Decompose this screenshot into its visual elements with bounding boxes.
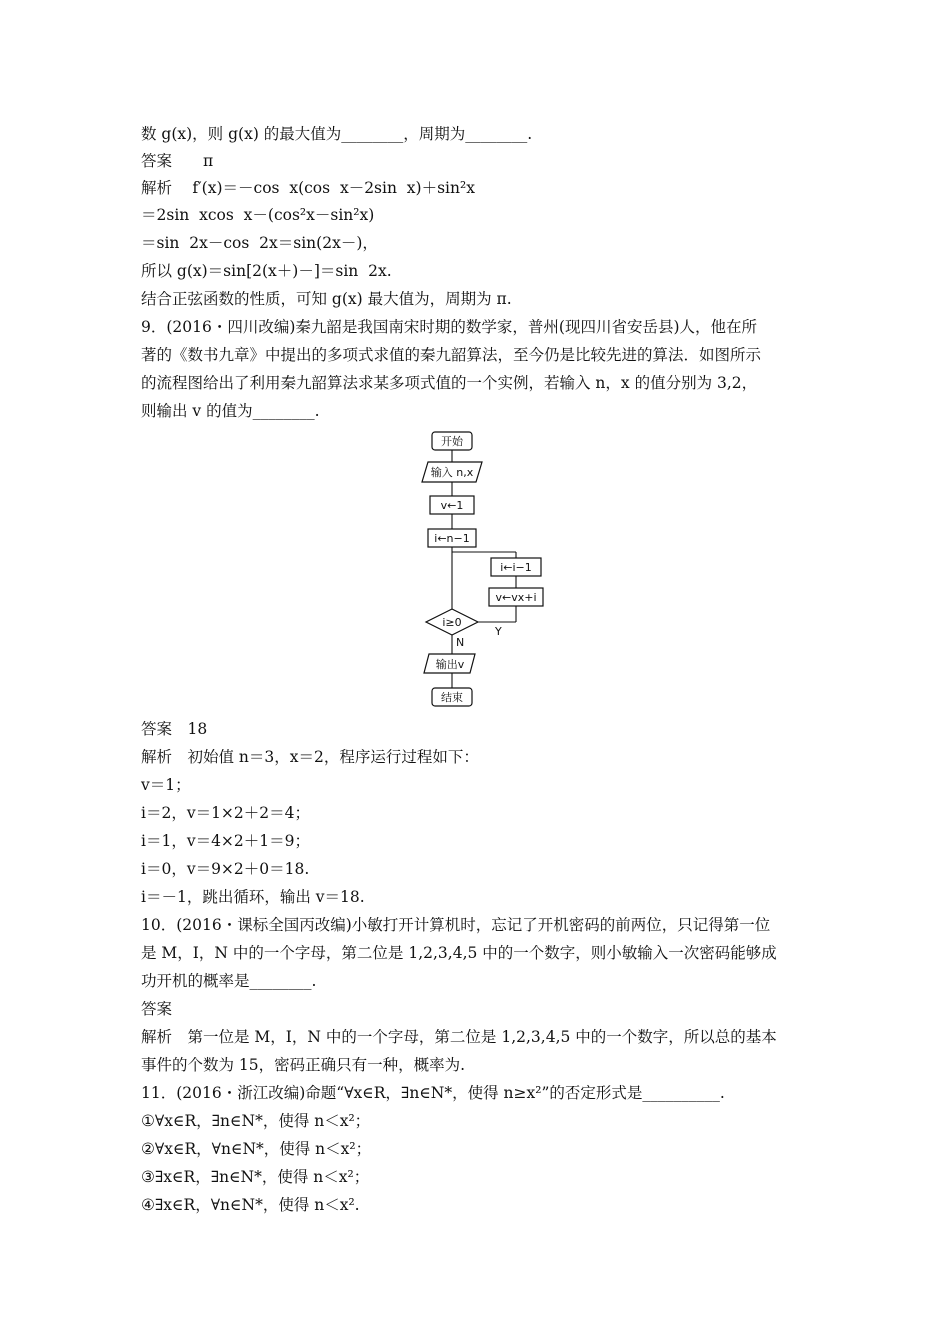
text-line: 数 g(x)，则 g(x) 的最大值为________，周期为________. [141, 125, 533, 143]
flow-update-label: v←vx+i [495, 591, 537, 604]
text-line: 解析 第一位是 M，I，N 中的一个字母，第二位是 1,2,3,4,5 中的一个数字，所以总的基本 [141, 1028, 777, 1046]
text-line: 是 M，I，N 中的一个字母，第二位是 1,2,3,4,5 中的一个数字，则小敏输入一次密码能够成 [141, 944, 777, 962]
flow-end-label: 结束 [441, 691, 463, 704]
text-line: 答案 18 [141, 720, 208, 738]
flow-input-label: 输入 n,x [430, 466, 474, 479]
text-line: 著的《数书九章》中提出的多项式求值的秦九韶算法，至今仍是比较先进的算法．如图所示 [141, 346, 762, 364]
flow-init-i-label: i←n−1 [434, 532, 470, 545]
option-3: ③∃x∈R，∃n∈N*，使得 n＜x²； [141, 1168, 370, 1186]
text-line: 答案 π [141, 152, 214, 170]
option-4: ④∃x∈R，∀n∈N*，使得 n＜x². [141, 1196, 360, 1214]
text-line: 解析 初始值 n＝3，x＝2，程序运行过程如下： [141, 748, 479, 766]
text-line: i＝1，v＝4×2＋1＝9； [141, 832, 311, 850]
flowchart [420, 428, 550, 713]
text-line: 则输出 v 的值为________. [141, 402, 320, 420]
flow-output-label: 输出v [435, 658, 465, 671]
text-line: ＝sin 2x－cos 2x＝sin(2x－)， [141, 234, 378, 252]
question-9: 9．(2016・四川改编)秦九韶是我国南宋时期的数学家，普州(现四川省安岳县)人，他在所 [141, 318, 757, 336]
text-line: 功开机的概率是________. [141, 972, 317, 990]
flow-init-v-label: v←1 [440, 499, 464, 512]
question-10: 10．(2016・课标全国丙改编)小敏打开计算机时，忘记了开机密码的前两位，只记得第一位 [141, 916, 771, 934]
question-11: 11．(2016・浙江改编)命题“∀x∈R，∃n∈N*，使得 n≥x²”的否定形式是__________. [141, 1084, 725, 1102]
option-1: ①∀x∈R，∃n∈N*，使得 n＜x²； [141, 1112, 371, 1130]
text-line: 结合正弦函数的性质，可知 g(x) 最大值为，周期为 π. [141, 290, 512, 308]
text-line: v＝1； [141, 776, 191, 794]
text-line: 的流程图给出了利用秦九韶算法求某多项式值的一个实例，若输入 n，x 的值分别为 3,2， [141, 374, 758, 392]
flow-yes-label: Y [495, 625, 502, 638]
text-line: 解析 f′(x)＝－cos x(cos x－2sin x)＋sin²x [141, 179, 475, 197]
text-line: 所以 g(x)＝sin[2(x＋)－]＝sin 2x. [141, 262, 392, 280]
flow-decrement-label: i←i−1 [500, 561, 532, 574]
text-line: i＝2，v＝1×2＋2＝4； [141, 804, 311, 822]
text-line: ＝2sin xcos x－(cos²x－sin²x) [141, 206, 375, 224]
option-2: ②∀x∈R，∀n∈N*，使得 n＜x²； [141, 1140, 372, 1158]
flow-no-label: N [456, 636, 465, 649]
flow-decision-label: i≥0 [442, 616, 462, 629]
text-line: i＝0，v＝9×2＋0＝18. [141, 860, 310, 878]
flow-start-label: 开始 [441, 435, 463, 448]
text-line: 答案 [141, 1000, 173, 1018]
text-line: i＝－1，跳出循环，输出 v＝18. [141, 888, 365, 906]
text-line: 事件的个数为 15，密码正确只有一种，概率为. [141, 1056, 466, 1074]
